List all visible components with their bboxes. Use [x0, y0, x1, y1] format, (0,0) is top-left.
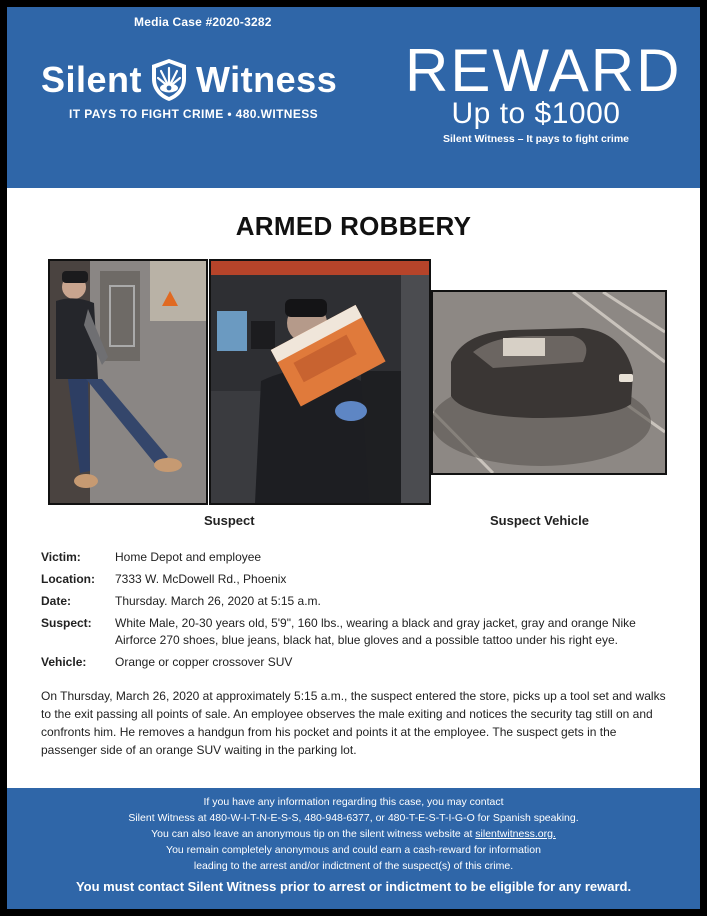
detail-value: Thursday. March 26, 2020 at 5:15 a.m. [115, 594, 321, 608]
footer-banner [7, 788, 700, 909]
reward-eligibility-warning: You must contact Silent Witness prior to arrest or indictment to be eligible for any reward. [75, 879, 632, 894]
eye-shield-icon [148, 57, 190, 103]
reward-subtitle: Silent Witness – It pays to fight crime [442, 133, 630, 145]
detail-row-date [41, 593, 671, 610]
case-title: ARMED ROBBERY [235, 211, 472, 241]
detail-row-location [41, 571, 671, 588]
flyer [7, 7, 700, 909]
detail-value: 7333 W. McDowell Rd., Phoenix [115, 572, 287, 586]
contact-info [7, 794, 700, 874]
detail-value: Orange or copper crossover SUV [115, 655, 293, 669]
caption-suspect: Suspect [204, 513, 255, 528]
footer-line: leading to the arrest and/or indictment of the suspect(s) of this crime. [193, 860, 514, 872]
silent-witness-logo [41, 55, 337, 105]
detail-value: White Male, 20-30 years old, 5'9", 160 lbs., wearing a black and gray jacket, gray and orange Nike Airforce 270 shoes, blue jeans, black hat, blue gloves and a possible tattoo under his right eye. [115, 616, 636, 647]
footer-line: You remain completely anonymous and could earn a cash-reward for information [166, 844, 541, 856]
footer-line [7, 826, 700, 842]
suspect-vehicle-photo [431, 290, 667, 475]
case-narrative: On Thursday, March 26, 2020 at approximately 5:15 a.m., the suspect entered the store, picks up a tool set and walks to the exit passing all points of sale. An employee observes the male exiting and notices the security tag still on and confronts him. He removes a handgun from his pocket and points it at the employee. The suspect gets in the passenger side of an orange SUV waiting in the parking lot. [41, 689, 666, 757]
detail-label: Date: [41, 594, 72, 608]
suspect-photo-carrying-box [209, 259, 431, 505]
reward-amount: Up to $1000 [451, 97, 621, 130]
detail-label: Suspect: [41, 616, 92, 630]
caption-suspect-vehicle: Suspect Vehicle [490, 513, 589, 528]
detail-row-victim [41, 549, 671, 566]
detail-label: Vehicle: [41, 655, 87, 669]
footer-line-prefix: You can also leave an anonymous tip on the silent witness website at [151, 828, 476, 840]
reward-title: REWARD [405, 37, 682, 104]
logo-word-silent: Silent [41, 59, 143, 100]
suspect-photo-walking [48, 259, 208, 505]
logo-tagline: IT PAYS TO FIGHT CRIME • 480.WITNESS [69, 107, 319, 121]
detail-row-suspect [41, 615, 671, 649]
logo-word-witness: Witness [196, 59, 338, 100]
header-banner [7, 7, 700, 188]
footer-line: If you have any information regarding this case, you may contact [203, 796, 504, 808]
detail-label: Victim: [41, 550, 81, 564]
detail-value: Home Depot and employee [115, 550, 262, 564]
case-details [41, 549, 671, 676]
media-case-number: Media Case #2020-3282 [134, 15, 272, 29]
footer-line: Silent Witness at 480-W-I-T-N-E-S-S, 480-948-6377, or 480-T-E-S-T-I-G-O for Spanish speaking. [128, 812, 579, 824]
detail-label: Location: [41, 572, 95, 586]
website-link[interactable]: silentwitness.org. [475, 828, 556, 840]
detail-row-vehicle [41, 654, 671, 671]
